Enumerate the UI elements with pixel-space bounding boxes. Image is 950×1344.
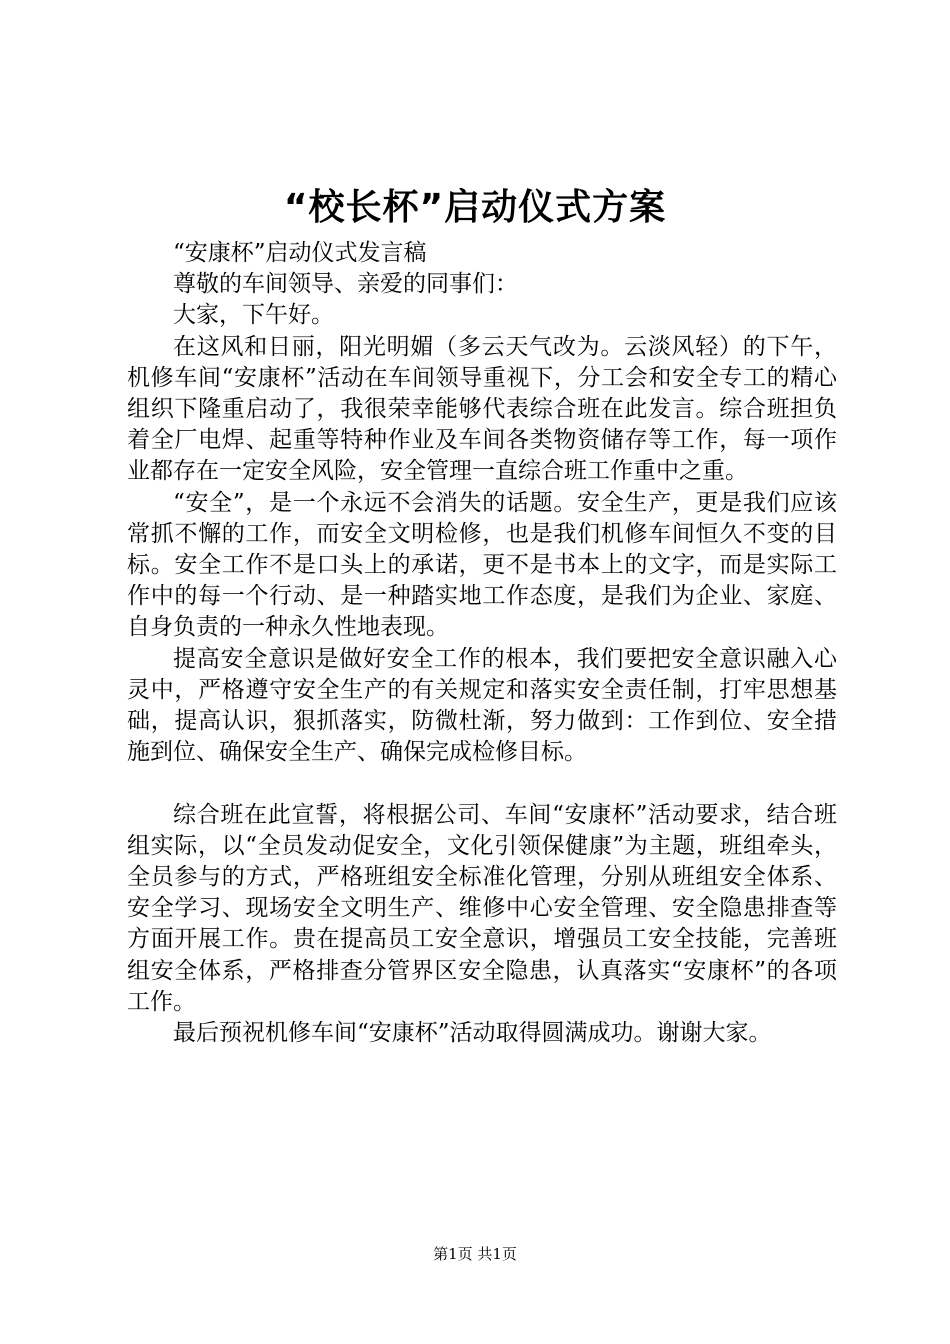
body-paragraph: 提高安全意识是做好安全工作的根本，我们要把安全意识融入心灵中，严格遵守安全生产的有关规定和落实安全责任制，打牢思想基础，提高认识，狠抓落实，防微杜渐，努力做到：工作到位、安全措施到位、确保安全生产、确保完成检修目标。 (127, 645, 837, 766)
body-paragraph: 在这风和日丽，阳光明媚（多云天气改为。云淡风轻）的下午，机修车间“安康杯”活动在车间领导重视下，分工会和安全专工的精心组织下隆重启动了，我很荣幸能够代表综合班在此发言。综合班担负着全厂电焊、起重等特种作业及车间各类物资储存等工作，每一项作业都存在一定安全风险，安全管理一直综合班工作重中之重。 (127, 333, 837, 485)
speech-title-paragraph: “安康杯”启动仪式发言稿 (173, 240, 427, 266)
body-paragraph: 综合班在此宣誓，将根据公司、车间“安康杯”活动要求，结合班组实际，以“全员发动促安全，文化引领保健康”为主题，班组牵头，全员参与的方式，严格班组安全标准化管理，分别从班组安全体系、安全学习、现场安全文明生产、维修中心安全管理、安全隐患排查等方面开展工作。贵在提高员工安全意识，增强员工安全技能，完善班组安全体系，严格排查分管界区安全隐患，认真落实“安康杯”的各项工作。 (127, 801, 837, 1015)
greeting-paragraph: 大家，下午好。 (173, 302, 334, 329)
document-title: “校长杯”启动仪式方案 (283, 187, 667, 228)
body-paragraph: “安全”，是一个永远不会消失的话题。安全生产，更是我们应该常抓不懈的工作，而安全文明检修，也是我们机修车间恒久不变的目标。安全工作不是口头上的承诺，更不是书本上的文字，而是实际工作中的每一个行动、是一种踏实地工作态度，是我们为企业、家庭、自身负责的一种永久性地表现。 (127, 489, 837, 641)
closing-paragraph: 最后预祝机修车间“安康杯”活动取得圆满成功。谢谢大家。 (173, 1020, 772, 1047)
document-body (127, 238, 837, 1049)
page-footer: 第1页 共1页 (433, 1245, 517, 1263)
salutation-paragraph: 尊敬的车间领导、亲爱的同事们： (173, 271, 518, 298)
